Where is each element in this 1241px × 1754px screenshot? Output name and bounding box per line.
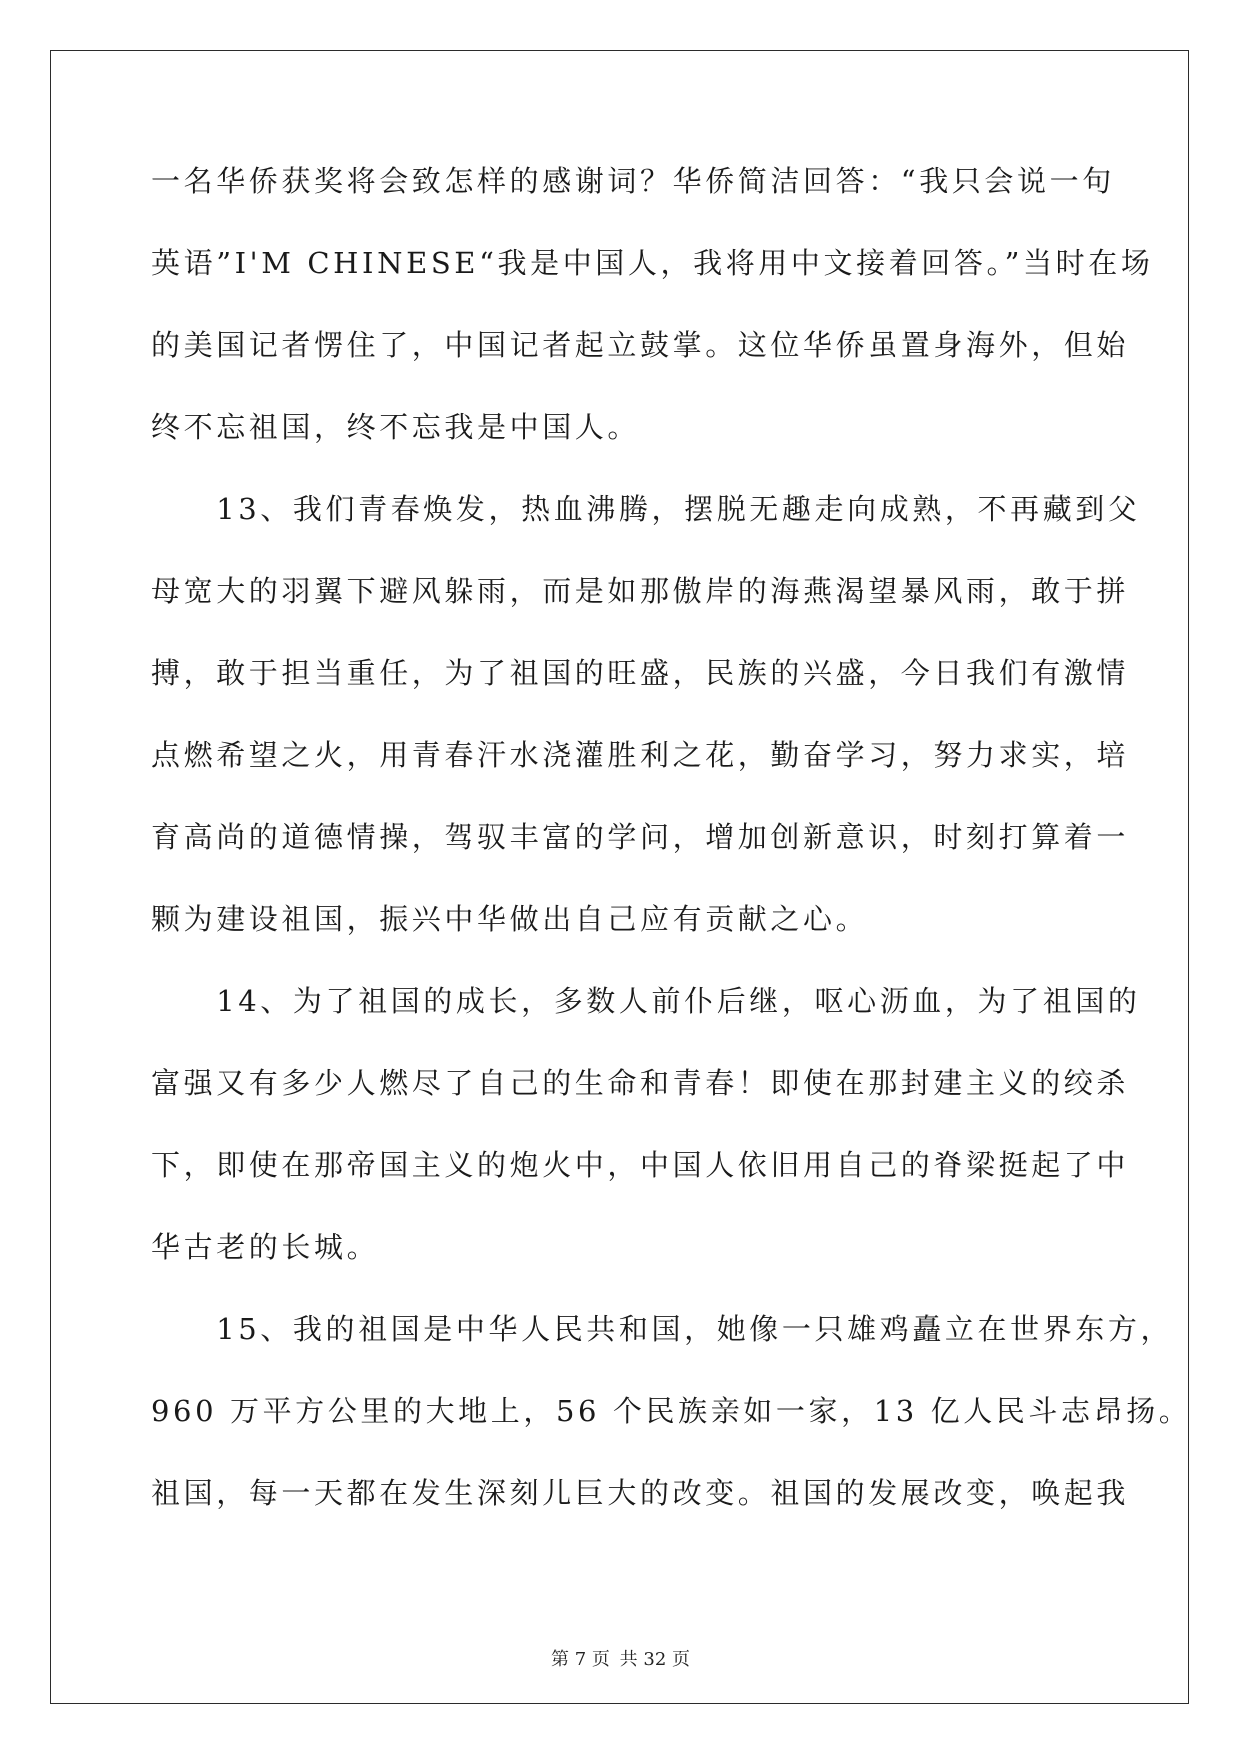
document-body: [151, 155, 1192, 1549]
text-line: 母宽大的羽翼下避风躲雨，而是如那傲岸的海燕渴望暴风雨，敢于拼: [151, 574, 1130, 608]
page-total: 共 32 页: [619, 1649, 690, 1670]
text-line: 终不忘祖国，终不忘我是中国人。: [151, 410, 641, 444]
text-line: 搏，敢于担当重任，为了祖国的旺盛，民族的兴盛，今日我们有激情: [151, 656, 1130, 690]
paragraph-13-start: 13、我们青春焕发，热血沸腾，摆脱无趣走向成熟，不再藏到父: [151, 492, 1141, 526]
paragraph-15-start: 15、我的祖国是中华人民共和国，她像一只雄鸡矗立在世界东方，: [151, 1312, 1174, 1346]
text-line: 育高尚的道德情操，驾驭丰富的学问，增加创新意识，时刻打算着一: [151, 820, 1130, 854]
text-line: 下，即使在那帝国主义的炮火中，中国人依旧用自己的脊梁挺起了中: [151, 1148, 1130, 1182]
text-line: 英语”I'M CHINESE“我是中国人，我将用中文接着回答。”当时在场: [151, 246, 1154, 280]
text-line: 颗为建设祖国，振兴中华做出自己应有贡献之心。: [151, 902, 869, 936]
text-line: 960 万平方公里的大地上，56 个民族亲如一家，13 亿人民斗志昂扬。: [151, 1394, 1192, 1428]
text-line: 祖国，每一天都在发生深刻儿巨大的改变。祖国的发展改变，唤起我: [151, 1476, 1130, 1510]
text-line: 富强又有多少人燃尽了自己的生命和青春！即使在那封建主义的绞杀: [151, 1066, 1130, 1100]
page-number: 第 7 页: [551, 1649, 610, 1670]
text-line: 华古老的长城。: [151, 1230, 380, 1264]
paragraph-14-start: 14、为了祖国的成长，多数人前仆后继，呕心沥血，为了祖国的: [151, 984, 1141, 1018]
page-footer: [0, 1645, 1241, 1671]
text-line: 一名华侨获奖将会致怎样的感谢词？华侨简洁回答：“我只会说一句: [151, 164, 1115, 198]
text-line: 点燃希望之火，用青春汗水浇灌胜利之花，勤奋学习，努力求实，培: [151, 738, 1130, 772]
text-line: 的美国记者愣住了，中国记者起立鼓掌。这位华侨虽置身海外，但始: [151, 328, 1130, 362]
